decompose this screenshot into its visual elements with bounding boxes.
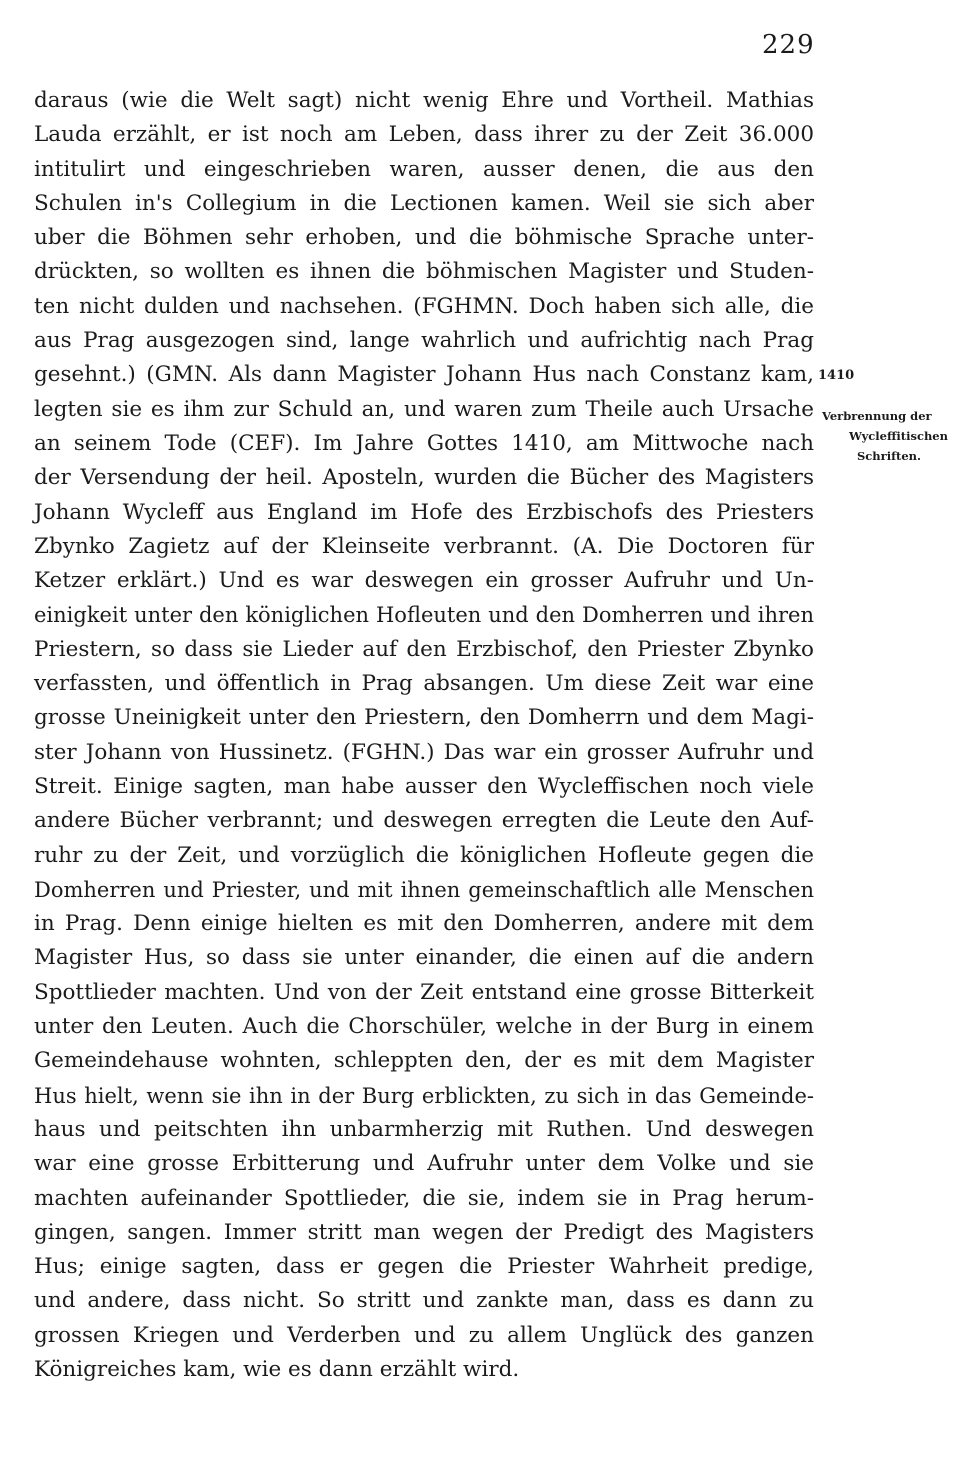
- text-line: Lauda erzählt, er ist noch am Leben, dass ihrer zu der Zeit 36.000: [34, 122, 814, 148]
- text-line: grosse Uneinigkeit unter den Priestern, den Domherrn und dem Magi-: [34, 705, 814, 731]
- margin-note-line: Verbrennung der: [822, 409, 932, 423]
- text-line: Domherren und Priester, und mit ihnen gemeinschaftlich alle Menschen: [34, 877, 814, 902]
- text-line: Zbynko Zagietz auf der Kleinseite verbrannt. (A. Die Doctoren für: [34, 533, 814, 559]
- text-line: intitulirt und eingeschrieben waren, ausser denen, die aus den: [34, 156, 814, 182]
- margin-side-note: [822, 406, 956, 466]
- text-line: an seinem Tode (CEF). Im Jahre Gottes 1410, am Mittwoche nach: [34, 430, 814, 456]
- text-line: aus Prag ausgezogen sind, lange wahrlich und aufrichtig nach Prag: [34, 328, 814, 354]
- text-line: Königreiches kam, wie es dann erzählt wird.: [34, 1356, 520, 1382]
- text-line: grossen Kriegen und Verderben und zu allem Unglück des ganzen: [34, 1322, 814, 1348]
- text-line: Hus; einige sagten, dass er gegen die Priester Wahrheit predige,: [34, 1254, 814, 1280]
- text-line: uber die Böhmen sehr erhoben, und die böhmische Sprache unter-: [34, 225, 814, 251]
- text-line: Priestern, so dass sie Lieder auf den Erzbischof, den Priester Zbynko: [34, 636, 814, 662]
- text-line: andere Bücher verbrannt; und deswegen erregten die Leute den Auf-: [34, 808, 814, 834]
- page-number: 229: [762, 30, 815, 60]
- margin-year-note: 1410: [818, 368, 855, 383]
- margin-note-line: Schriften.: [856, 449, 922, 463]
- text-line: haus und peitschten ihn unbarmherzig mit Ruthen. Und deswegen: [34, 1116, 814, 1142]
- text-line: machten aufeinander Spottlieder, die sie, indem sie in Prag herum-: [34, 1185, 814, 1211]
- text-line: Spottlieder machten. Und von der Zeit entstand eine grosse Bitterkeit: [34, 979, 814, 1005]
- text-line: legten sie es ihm zur Schuld an, und waren zum Theile auch Ursache: [34, 396, 814, 422]
- body-text: [34, 84, 814, 1387]
- text-line: ster Johann von Hussinetz. (FGHN.) Das war ein grosser Aufruhr und: [34, 739, 814, 765]
- text-line: ruhr zu der Zeit, und vorzüglich die königlichen Hofleute gegen die: [34, 842, 814, 868]
- text-line: gesehnt.) (GMN. Als dann Magister Johann Hus nach Constanz kam,: [34, 362, 814, 388]
- text-line: Magister Hus, so dass sie unter einander, die einen auf die andern: [34, 945, 814, 971]
- text-line: unter den Leuten. Auch die Chorschüler, welche in der Burg in einem: [34, 1014, 814, 1040]
- text-line: Ketzer erklärt.) Und es war deswegen ein grosser Aufruhr und Un-: [34, 568, 814, 594]
- text-line: ten nicht dulden und nachsehen. (FGHMN. Doch haben sich alle, die: [34, 293, 814, 319]
- text-line: der Versendung der heil. Aposteln, wurden die Bücher des Magisters: [34, 465, 814, 491]
- text-line: in Prag. Denn einige hielten es mit den Domherren, andere mit dem: [34, 911, 814, 937]
- margin-note-line: Wycleffitischen: [848, 429, 948, 443]
- text-line: Schulen in's Collegium in die Lectionen kamen. Weil sie sich aber: [34, 190, 814, 216]
- text-line: einigkeit unter den königlichen Hofleuten und den Domherren und ihren: [34, 603, 814, 628]
- text-line: drückten, so wollten es ihnen die böhmischen Magister und Studen-: [34, 259, 814, 285]
- text-line: und andere, dass nicht. So stritt und zankte man, dass es dann zu: [34, 1288, 814, 1314]
- text-line: daraus (wie die Welt sagt) nicht wenig Ehre und Vortheil. Mathias: [34, 88, 814, 113]
- text-line: Gemeindehause wohnten, schleppten den, der es mit dem Magister: [34, 1048, 814, 1074]
- text-line: gingen, sangen. Immer stritt man wegen der Predigt des Magisters: [34, 1219, 814, 1245]
- text-line: Johann Wycleff aus England im Hofe des Erzbischofs des Priesters: [34, 499, 814, 525]
- text-line: verfassten, und öffentlich in Prag absangen. Um diese Zeit war eine: [34, 671, 814, 697]
- text-line: Hus hielt, wenn sie ihn in der Burg erblickten, zu sich in das Gemeinde-: [34, 1083, 814, 1108]
- text-line: Streit. Einige sagten, man habe ausser den Wycleffischen noch viele: [34, 773, 814, 799]
- text-line: war eine grosse Erbitterung und Aufruhr unter dem Volke und sie: [34, 1151, 814, 1177]
